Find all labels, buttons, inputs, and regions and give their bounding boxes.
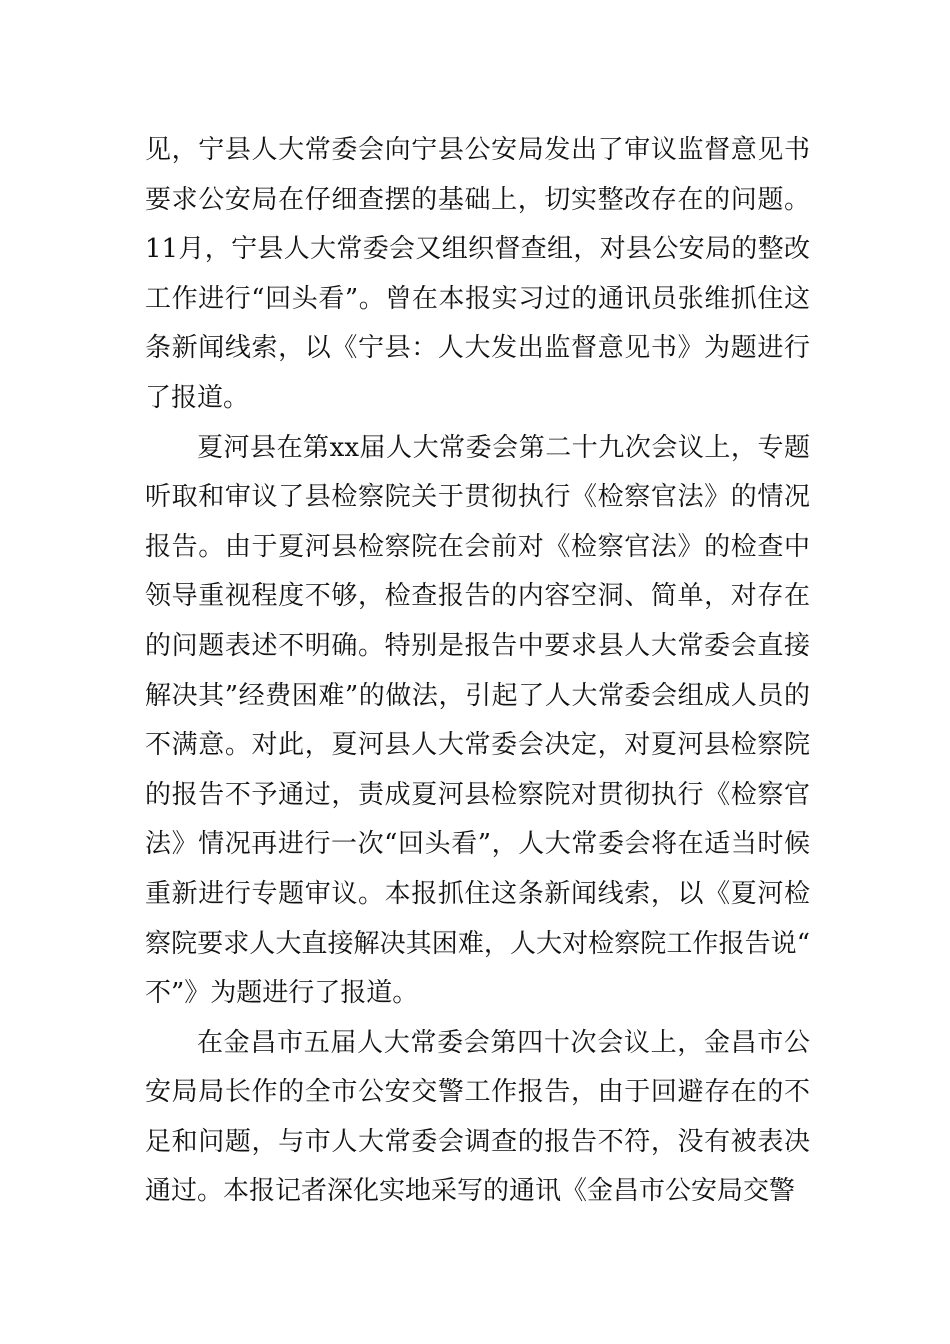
paragraph-3: 在金昌市五届人大常委会第四十次会议上，金昌市公安局局长作的全市公安交警工作报告，由于回避存在的不足和问题，与市人大常委会调查的报告不符，没有被表决通过。本报记者深化实地采写的通讯《金昌市公安局交警 (145, 1027, 810, 1207)
paragraph-1: 见，宁县人大常委会向宁县公安局发出了审议监督意见书要求公安局在仔细查摆的基础上，切实整改存在的问题。11月，宁县人大常委会又组织督查组，对县公安局的整改工作进行“回头看”。曾在本报实习过的通讯员张维抓住这条新闻线索，以《宁县：人大发出监督意见书》为题进行了报道。 (145, 135, 810, 413)
paragraph-2: 夏河县在第xx届人大常委会第二十九次会议上，专题听取和审议了县检察院关于贯彻执行《检察官法》的情况报告。由于夏河县检察院在会前对《检察官法》的检查中领导重视程度不够，检查报告的内容空洞、简单，对存在的问题表述不明确。特别是报告中要求县人大常委会直接解决其”经费困难”的做法，引起了人大常委会组成人员的不满意。对此，夏河县人大常委会决定，对夏河县检察院的报告不予通过，责成夏河县检察院对贯彻执行《检察官法》情况再进行一次“回头看”，人大常委会将在适当时候重新进行专题审议。本报抓住这条新闻线索，以《夏河检察院要求人大直接解决其困难，人大对检察院工作报告说“不”》为题进行了报道。 (145, 432, 810, 1009)
document-body (145, 126, 810, 1217)
